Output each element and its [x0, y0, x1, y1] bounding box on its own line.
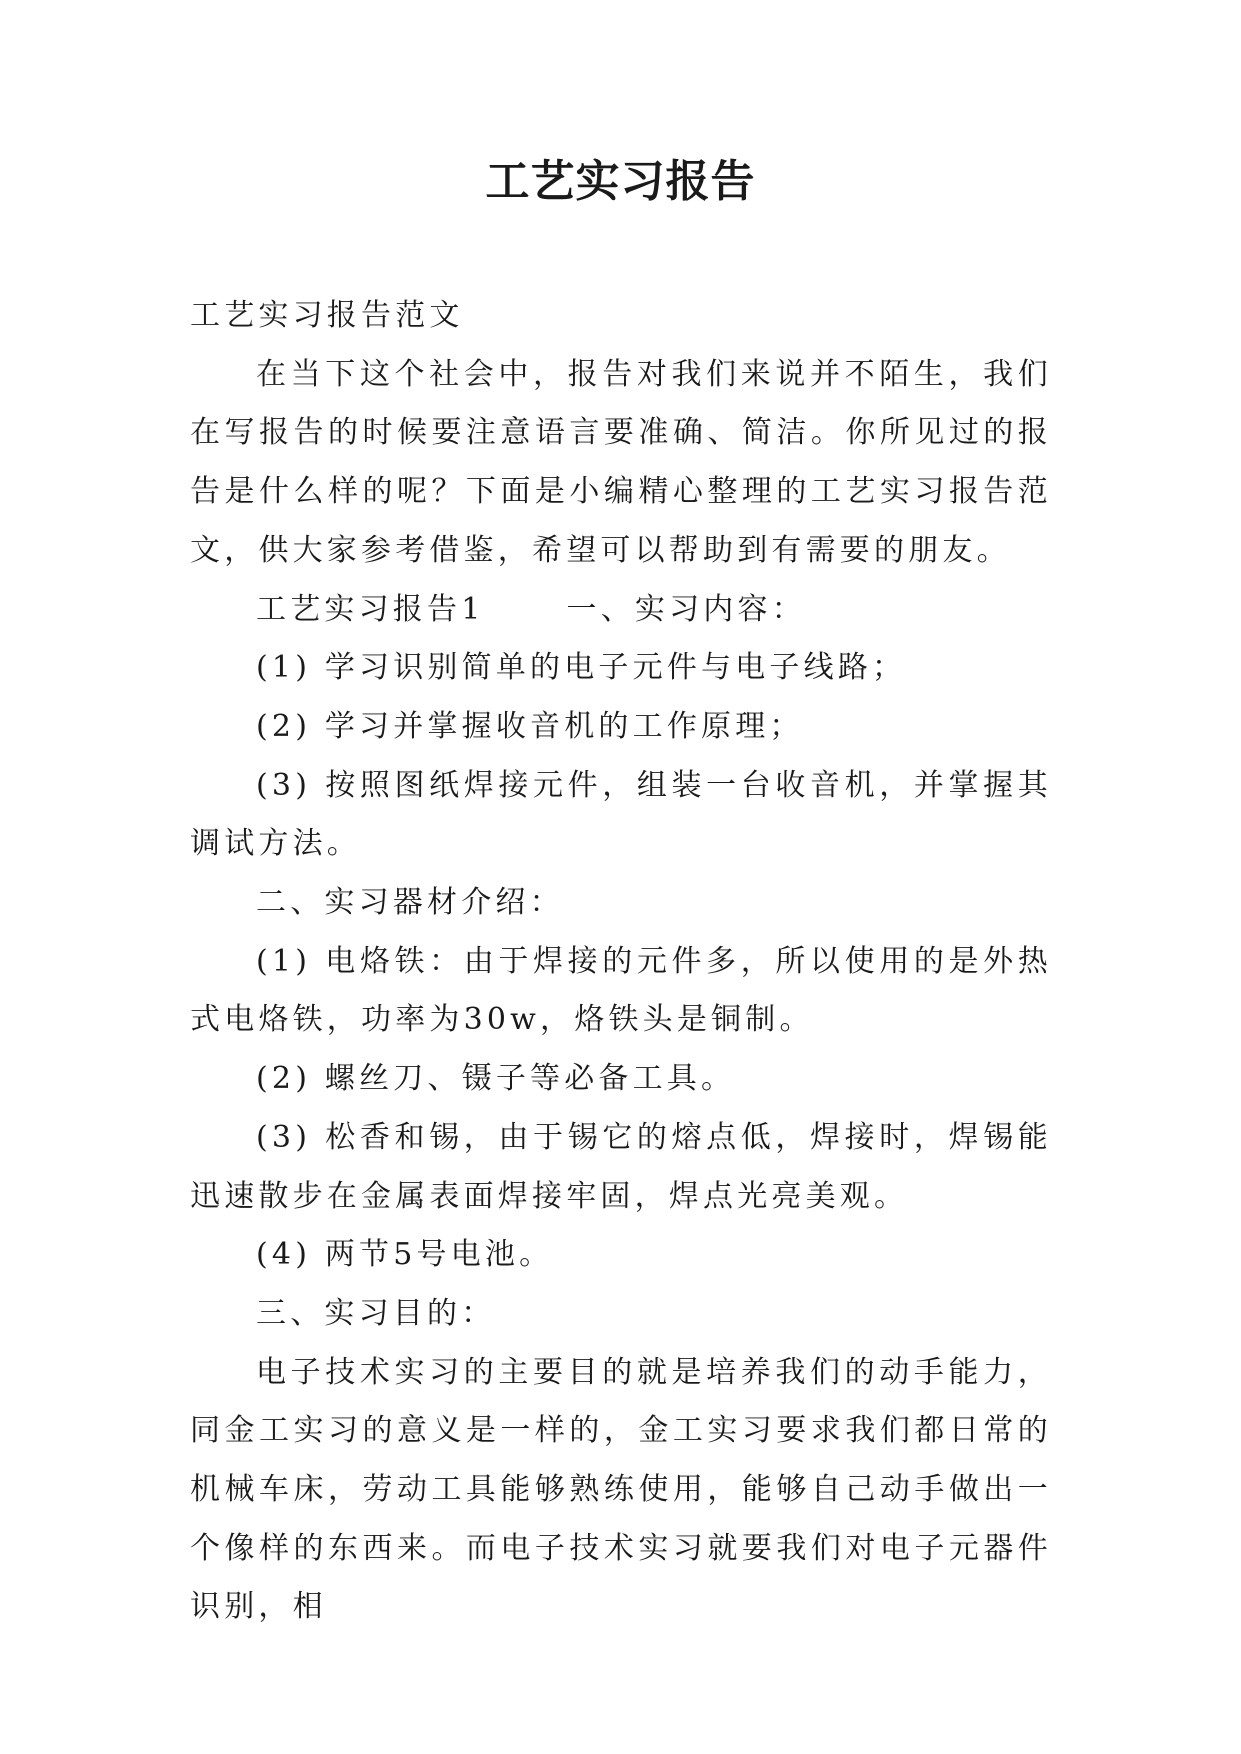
report-1-label: 工艺实习报告1 — [256, 591, 485, 627]
section-1-heading: 一、实习内容： — [566, 591, 806, 627]
purpose-paragraph: 电子技术实习的主要目的就是培养我们的动手能力，同金工实习的意义是一样的，金工实习要求我们都日常的机械车床，劳动工具能够熟练使用，能够自己动手做出一个像样的东西来。而电子技术实习就要我们对电子元器件识别，相 — [190, 1354, 1052, 1625]
document-title: 工艺实习报告 — [485, 156, 756, 207]
document-body — [190, 287, 1052, 1637]
equipment-item-2: (2) 螺丝刀、镊子等必备工具。 — [256, 1061, 736, 1097]
content-item-2: (2) 学习并掌握收音机的工作原理； — [256, 708, 804, 744]
section-2-heading: 二、实习器材介绍： — [256, 885, 564, 921]
equipment-item-3: (3) 松香和锡，由于锡它的熔点低，焊接时，焊锡能迅速散步在金属表面焊接牢固，焊点光亮美观。 — [190, 1119, 1052, 1214]
content-item-3: (3) 按照图纸焊接元件，组装一台收音机，并掌握其调试方法。 — [190, 767, 1052, 862]
equipment-item-4: (4) 两节5号电池。 — [256, 1237, 554, 1273]
equipment-item-1: (1) 电烙铁：由于焊接的元件多，所以使用的是外热式电烙铁，功率为30w，烙铁头是铜制。 — [190, 943, 1052, 1038]
intro-paragraph: 在当下这个社会中，报告对我们来说并不陌生，我们在写报告的时候要注意语言要准确、简洁。你所见过的报告是什么样的呢？下面是小编精心整理的工艺实习报告范文，供大家参考借鉴，希望可以帮助到有需要的朋友。 — [190, 356, 1052, 568]
section-3-heading: 三、实习目的： — [256, 1295, 496, 1331]
report-heading-line — [190, 581, 1052, 640]
subtitle-paragraph: 工艺实习报告范文 — [190, 298, 464, 333]
content-item-1: (1) 学习识别简单的电子元件与电子线路； — [256, 650, 907, 686]
